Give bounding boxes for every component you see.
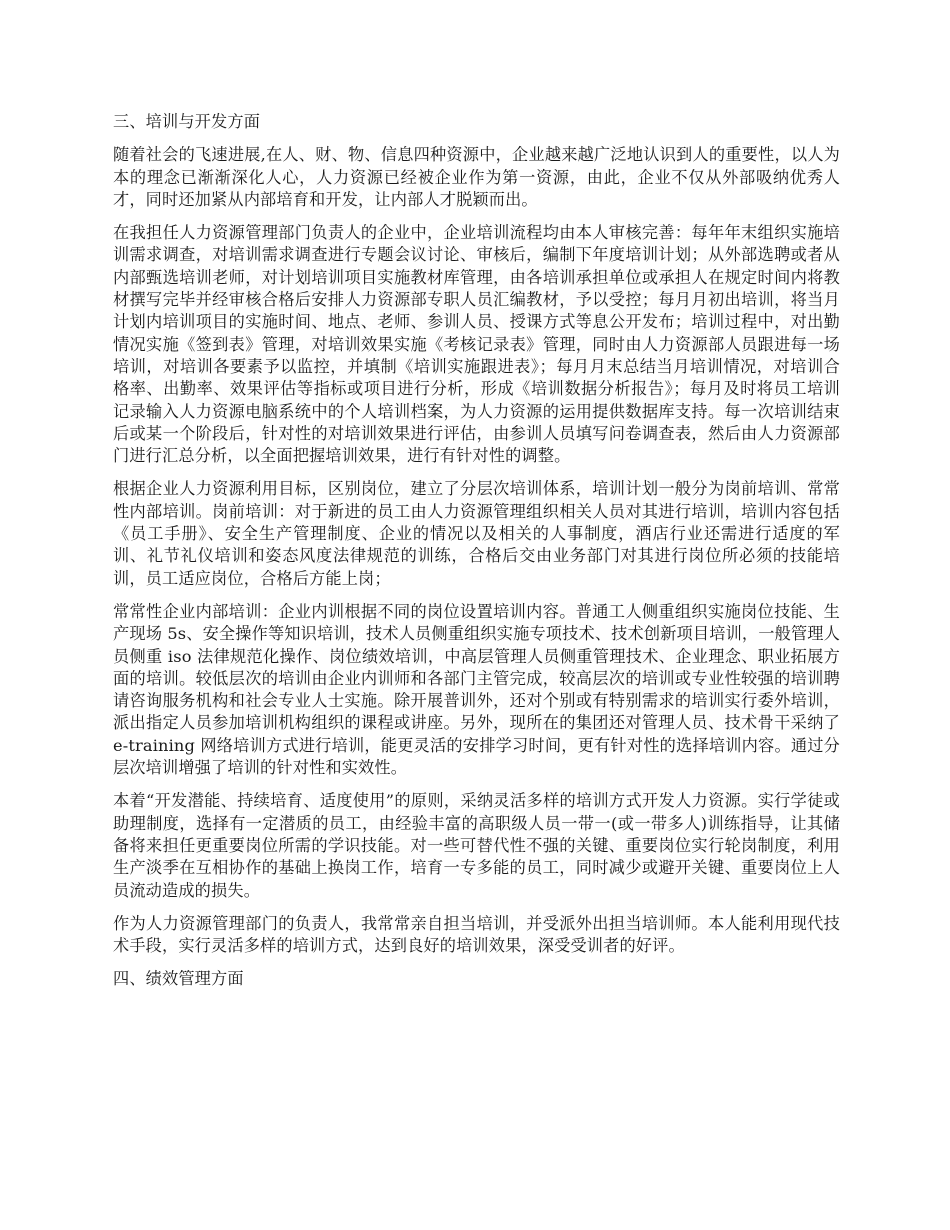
paragraph-training-process: 在我担任人力资源管理部门负责人的企业中，企业培训流程均由本人审核完善：每年年末组织实施培训需求调查，对培训需求调查进行专题会议讨论、审核后，编制下年度培训计划；从外部选聘或者从内部甄选培训老师，对计划培训项目实施教材库管理，由各培训承担单位或承担人在规定时间内将教材撰写完毕并经审核合格后安排人力资源部专职人员汇编教材，予以受控；每月月初出培训，将当月计划内培训项目的实施时间、地点、老师、参训人员、授课方式等息公开发布；培训过程中，对出勤情况实施《签到表》管理，对培训效果实施《考核记录表》管理，同时由人力资源部人员跟进每一场培训，对培训各要素予以监控，并填制《培训实施跟进表》；每月月末总结当月培训情况，对培训合格率、出勤率、效果评估等指标或项目进行分析，形成《培训数据分析报告》；每月及时将员工培训记录输入人力资源电脑系统中的个人培训档案，为人力资源的运用提供数据库支持。每一次培训结束后或某一个阶段后，针对性的对培训效果进行评估，由参训人员填写问卷调查表，然后由人力资源部门进行汇总分析，以全面把握培训效果，进行有针对性的调整。 (113, 223, 840, 466)
section-heading-training: 三、培训与开发方面 (113, 112, 261, 131)
paragraph-tiered-training: 根据企业人力资源利用目标，区别岗位，建立了分层次培训体系，培训计划一般分为岗前培训、常常性内部培训。岗前培训：对于新进的员工由人力资源管理组织相关人员对其进行培训，培训内容包括《员工手册》、安全生产管理制度、企业的情况以及相关的人事制度，酒店行业还需进行适度的军训、礼节礼仪培训和姿态风度法律规范的训练，合格后交由业务部门对其进行岗位所必须的技能培训，员工适应岗位，合格后方能上岗； (113, 479, 840, 588)
section-heading-performance: 四、绩效管理方面 (113, 969, 244, 989)
paragraph-internal-training: 常常性企业内部培训：企业内训根据不同的岗位设置培训内容。普通工人侧重组织实施岗位技能、生产现场 5s、安全操作等知识培训，技术人员侧重组织实施专项技术、技术创新项目培训，一般管理人员侧重 iso 法律规范化操作、岗位绩效培训，中高层管理人员侧重管理技术、企业理念、职业拓展方面的培训。较低层次的培训由企业内训师和各部门主管完成，较高层次的培训或专业性较强的培训聘请咨询服务机构和社会专业人士实施。除开展普训外，还对个别或有特别需求的培训实行委外培训，派出指定人员参加培训机构组织的课程或讲座。另外，现所在的集团还对管理人员、技术骨干采纳了 e-training 网络培训方式进行培训，能更灵活的安排学习时间，更有针对性的选择培训内容。通过分层次培训增强了培训的针对性和实效性。 (113, 601, 840, 778)
paragraph-personal-role: 作为人力资源管理部门的负责人，我常常亲自担当培训，并受派外出担当培训师。本人能利用现代技术手段，实行灵活多样的培训方式，达到良好的培训效果，深受受训者的好评。 (113, 913, 840, 956)
paragraph-intro: 随着社会的飞速进展,在人、财、物、信息四种资源中，企业越来越广泛地认识到人的重要性，以人为本的理念已渐渐深化人心，人力资源已经被企业作为第一资源，由此，企业不仅从外部吸纳优秀人才，同时还加紧从内部培育和开发，让内部人才脱颖而出。 (113, 145, 840, 209)
paragraph-development-principles: 本着“开发潜能、持续培育、适度使用”的原则，采纳灵活多样的培训方式开发人力资源。实行学徒或助理制度，选择有一定潜质的员工，由经验丰富的高职级人员一带一(或一带多人)训练指导，让其储备将来担任更重要岗位所需的学识技能。对一些可替代性不强的关键、重要岗位实行轮岗制度，利用生产淡季在互相协作的基础上换岗工作，培育一专多能的员工，同时减少或避开关键、重要岗位上人员流动造成的损失。 (113, 791, 840, 900)
document-page (113, 111, 840, 1002)
